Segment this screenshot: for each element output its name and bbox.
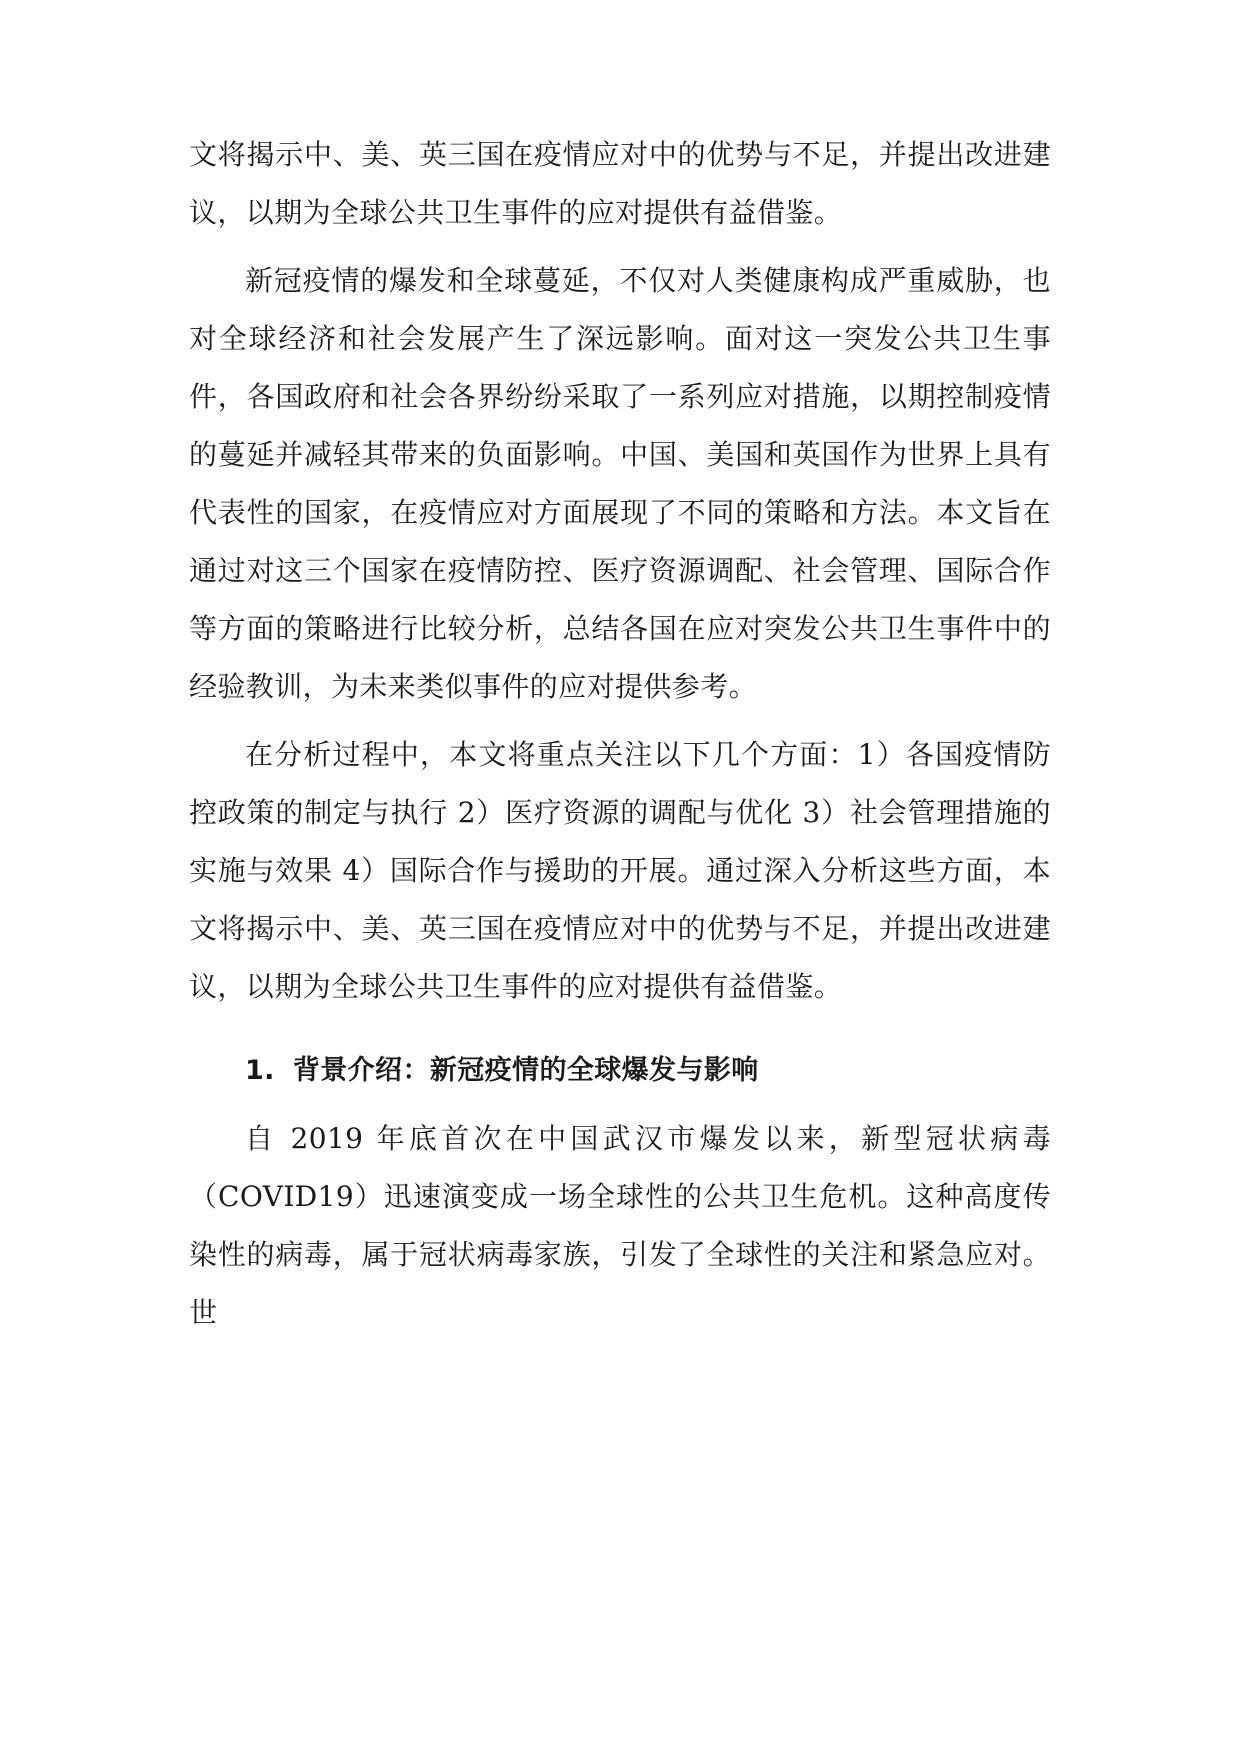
document-body (189, 126, 1051, 1352)
paragraph: 自 2019 年底首次在中国武汉市爆发以来，新型冠状病毒（COVID19）迅速演变成一场全球性的公共卫生危机。这种高度传染性的病毒，属于冠状病毒家族，引发了全球性的关注和紧急应对。世 (189, 1122, 1051, 1329)
section-number: 1. (245, 1055, 275, 1086)
paragraph: 在分析过程中，本文将重点关注以下几个方面：1）各国疫情防控政策的制定与执行 2）医疗资源的调配与优化 3）社会管理措施的实施与效果 4）国际合作与援助的开展。通过深入分析这些方面，本文将揭示中、美、英三国在疫情应对中的优势与不足，并提出改进建议，以期为全球公共卫生事件的应对提供有益借鉴。 (189, 738, 1051, 1003)
section-heading (189, 1042, 1051, 1100)
paragraph-continued: 文将揭示中、美、英三国在疫情应对中的优势与不足，并提出改进建议，以期为全球公共卫生事件的应对提供有益借鉴。 (189, 138, 1051, 229)
paragraph: 新冠疫情的爆发和全球蔓延，不仅对人类健康构成严重威胁，也对全球经济和社会发展产生了深远影响。面对这一突发公共卫生事件，各国政府和社会各界纷纷采取了一系列应对措施，以期控制疫情的蔓延并减轻其带来的负面影响。中国、美国和英国作为世界上具有代表性的国家，在疫情应对方面展现了不同的策略和方法。本文旨在通过对这三个国家在疫情防控、医疗资源调配、社会管理、国际合作等方面的策略进行比较分析，总结各国在应对突发公共卫生事件中的经验教训，为未来类似事件的应对提供参考。 (189, 264, 1051, 703)
section-title: 背景介绍：新冠疫情的全球爆发与影响 (292, 1055, 759, 1086)
